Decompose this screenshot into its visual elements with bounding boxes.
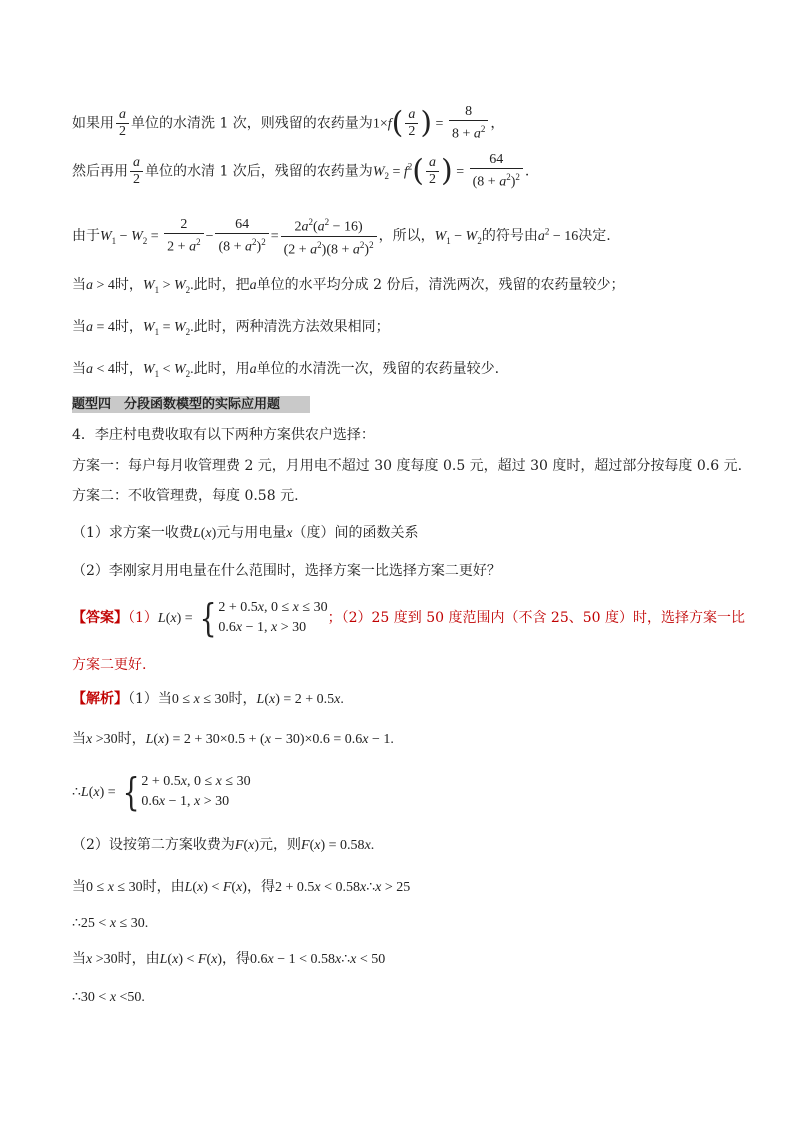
- problem-stem: 4．李庄村电费收取有以下两种方案供农户选择：: [72, 427, 375, 443]
- analysis-line-2: 当x >30时，L(x) = 2 + 30×0.5 + (x − 30)×0.6 = 0.6x − 1.: [72, 731, 394, 747]
- plan-two: 方案二：不收管理费，每度 0.58 元.: [72, 488, 299, 504]
- fraction-a-over-2: $\frac{a}{2}$: [116, 107, 129, 140]
- plan-one: 方案一：每户每月收管理费 2 元，月用电不超过 30 度每度 0.5 元，超过 30 度时，超过部分按每度 0.6 元.: [72, 458, 743, 474]
- line-2: 然后再用 $\frac{a}{2}$ 单位的水清 1 次后，残留的农药量为$W_2 = f^2$( $\frac{a}{2}$ ) = $\frac{64}{(8 + a^2)^2}$ .: [72, 152, 530, 190]
- analysis-line-7: 当x >30时，由L(x) < F(x)，得0.6x − 1 < 0.58x∴x < 50: [72, 951, 386, 967]
- answer-continuation: 方案二更好.: [72, 657, 147, 673]
- analysis-line-3: ∴L(x) = { 2 + 0.5x, 0 ≤ x ≤ 30 0.6x − 1, x > 30: [72, 770, 251, 814]
- analysis-line-5: 当0 ≤ x ≤ 30时，由L(x) < F(x)，得2 + 0.5x < 0.58x∴x > 25: [72, 879, 411, 895]
- analysis-line-1: 【解析】（1）当0 ≤ x ≤ 30时，L(x) = 2 + 0.5x.: [72, 691, 344, 707]
- analysis-line-4: （2）设按第二方案收费为F(x)元，则F(x) = 0.58x.: [72, 837, 375, 853]
- section-title: 题型四 分段函数模型的实际应用题: [72, 396, 310, 413]
- question-2: （2）李刚家月用电量在什么范围时，选择方案一比选择方案二更好？: [72, 563, 501, 579]
- analysis-line-6: ∴25 < x ≤ 30.: [72, 916, 149, 931]
- answer-line: 【答案】（1）L(x) = { 2 + 0.5x, 0 ≤ x ≤ 30 0.6x − 1, x > 30 ；（2）25 度到 50 度范围内（不含 25、50 度）时，选择方案一比: [72, 596, 745, 640]
- analysis-line-8: ∴30 < x <50.: [72, 990, 145, 1005]
- line-4: 当a > 4时，$W_1 > W_2$.此时，把a单位的水平均分成 2 份后，清洗两次，残留的农药量较少；: [72, 277, 625, 295]
- line-1: 如果用 $\frac{a}{2}$ 单位的水清洗 1 次，则残留的农药量为1×f( $\frac{a}{2}$ ) = $\frac{8}{8 + a^2}$ ，: [72, 104, 505, 142]
- question-1: （1）求方案一收费L(x)元与用电量x（度）间的函数关系: [72, 525, 419, 541]
- line-6: 当a < 4时，$W_1 < W_2$.此时，用a单位的水清洗一次，残留的农药量较少.: [72, 361, 500, 379]
- answer-tag: 【答案】: [72, 610, 128, 626]
- line-5: 当a = 4时，$W_1 = W_2$.此时，两种清洗方法效果相同；: [72, 319, 390, 337]
- line-3: 由于$W_1 - W_2$ = $\frac{2}{2 + a^2}$ − $\frac{64}{(8 + a^2)^2}$ = $\frac{2a^2(a^2 - 16)}{(2 + a^2)(8 + a^2)^2}$ ，所以，$W_1 - W_2$的符号由$a^2 - 16$决定.: [72, 214, 611, 258]
- analysis-tag: 【解析】: [72, 691, 128, 707]
